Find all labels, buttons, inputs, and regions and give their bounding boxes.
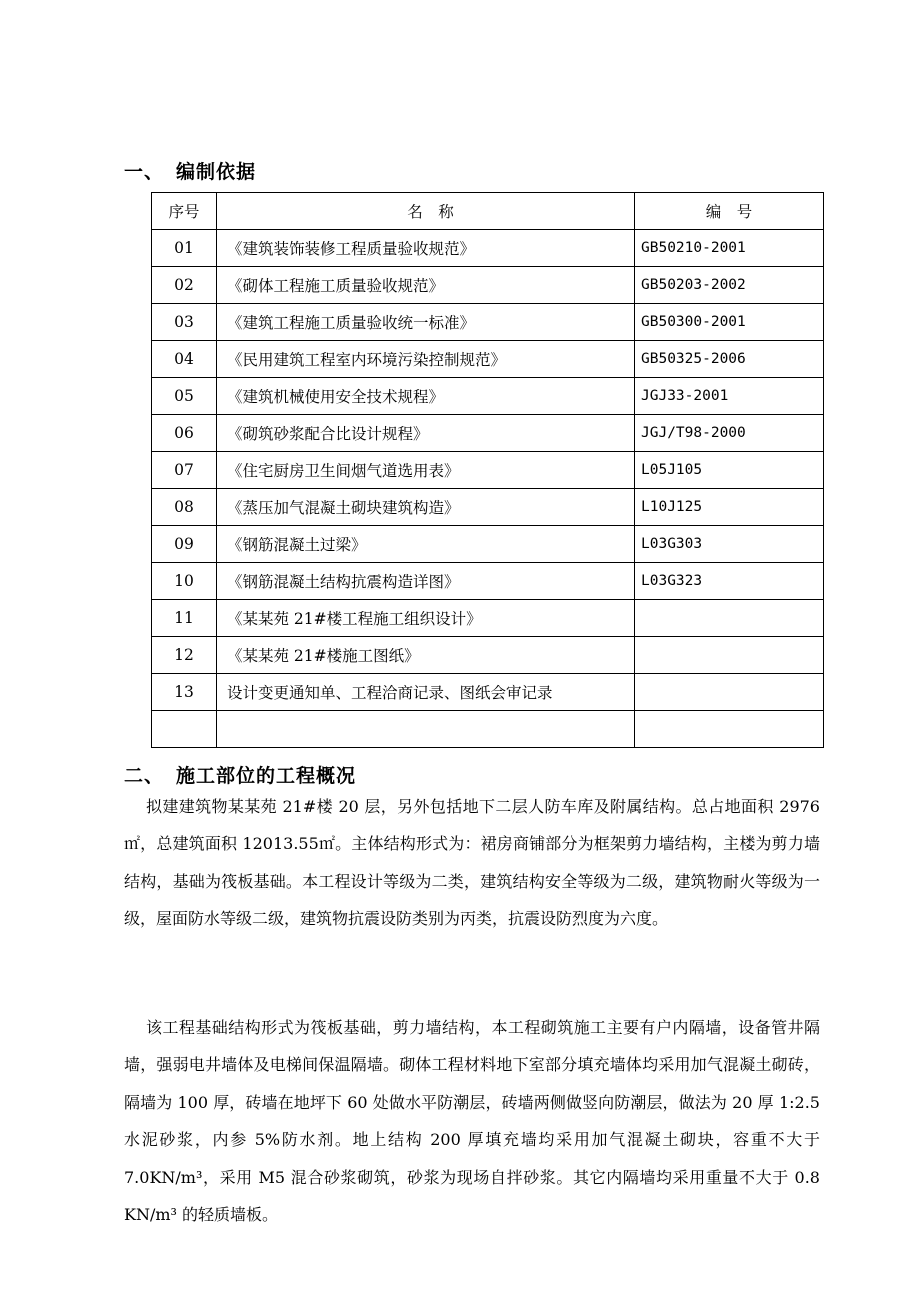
section-2-number: 二、 [124,765,165,787]
row-number-cell [152,711,217,748]
standard-name-cell: 《钢筋混凝土过梁》 [217,526,635,563]
standard-code-cell: L03G303 [635,526,824,563]
standard-code-cell: L05J105 [635,452,824,489]
standard-name-cell: 《某某苑 21#楼工程施工组织设计》 [217,600,635,637]
standard-code-cell: GB50300-2001 [635,304,824,341]
row-number-cell: 11 [152,600,217,637]
table-row [152,378,824,415]
overview-paragraph-2: 该工程基础结构形式为筏板基础，剪力墙结构，本工程砌筑施工主要有户内隔墙，设备管井隔墙，强弱电井墙体及电梯间保温隔墙。砌体工程材料地下室部分填充墙体均采用加气混凝土砌砖，隔墙为 100 厚，砖墙在地坪下 60 处做水平防潮层，砖墙两侧做竖向防潮层，做法为 20 厚 1:2.5 水泥砂浆，内参 5%防水剂。地上结构 200 厚填充墙均采用加气混凝土砌块，容重不大于 7.0KN/m³，采用 M5 混合砂浆砌筑，砂浆为现场自拌砂浆。其它内隔墙均采用重量不大于 0.8 KN/m³ 的轻质墙板。 [124,1018,820,1225]
standard-name-cell [217,711,635,748]
standard-name-cell: 《建筑工程施工质量验收统一标准》 [217,304,635,341]
table-row [152,489,824,526]
row-number-cell: 08 [152,489,217,526]
section-2-heading [124,761,356,788]
overview-paragraph-1: 拟建建筑物某某苑 21#楼 20 层，另外包括地下二层人防车库及附属结构。总占地面积 2976㎡，总建筑面积 12013.55㎡。主体结构形式为：裙房商铺部分为框架剪力墙结构，主楼为剪力墙结构，基础为筏板基础。本工程设计等级为二类，建筑结构安全等级为二级，建筑物耐火等级为一级，屋面防水等级二级，建筑物抗震设防类别为丙类，抗震设防烈度为六度。 [124,797,820,929]
standard-name-cell: 《蒸压加气混凝土砌块建筑构造》 [217,489,635,526]
section-1-number: 一、 [124,161,165,183]
section-2-title: 施工部位的工程概况 [176,765,357,787]
table-row [152,304,824,341]
table-row [152,415,824,452]
row-number-cell: 05 [152,378,217,415]
row-number-cell: 09 [152,526,217,563]
table-row [152,674,824,711]
table-row [152,341,824,378]
standard-code-cell: L03G323 [635,563,824,600]
row-number-cell: 10 [152,563,217,600]
row-number-cell: 07 [152,452,217,489]
standard-code-cell: JGJ/T98-2000 [635,415,824,452]
standard-code-cell: GB50210-2001 [635,230,824,267]
standard-name-cell: 设计变更通知单、工程洽商记录、图纸会审记录 [217,674,635,711]
row-number-cell: 12 [152,637,217,674]
table-row [152,563,824,600]
standard-code-cell [635,674,824,711]
table-row [152,267,824,304]
standard-name-cell: 《建筑机械使用安全技术规程》 [217,378,635,415]
standard-code-cell: JGJ33-2001 [635,378,824,415]
table-row [152,711,824,748]
standard-name-cell: 《钢筋混凝土结构抗震构造详图》 [217,563,635,600]
standard-name-cell: 《住宅厨房卫生间烟气道选用表》 [217,452,635,489]
standard-code-cell: GB50325-2006 [635,341,824,378]
row-number-cell: 03 [152,304,217,341]
table-header-row [152,193,824,230]
section-1-title: 编制依据 [176,161,257,183]
standard-code-cell [635,600,824,637]
table-header-cell: 名 称 [217,193,635,230]
standard-name-cell: 《砌体工程施工质量验收规范》 [217,267,635,304]
standard-code-cell [635,711,824,748]
table-row [152,230,824,267]
row-number-cell: 02 [152,267,217,304]
table-row [152,637,824,674]
row-number-cell: 06 [152,415,217,452]
table-row [152,452,824,489]
standard-name-cell: 《建筑装饰装修工程质量验收规范》 [217,230,635,267]
row-number-cell: 04 [152,341,217,378]
table-header-cell: 编 号 [635,193,824,230]
section-1-heading [124,157,256,184]
reference-standards-table [151,192,824,748]
row-number-cell: 13 [152,674,217,711]
table-header-cell: 序号 [152,193,217,230]
standard-name-cell: 《砌筑砂浆配合比设计规程》 [217,415,635,452]
standard-name-cell: 《民用建筑工程室内环境污染控制规范》 [217,341,635,378]
row-number-cell: 01 [152,230,217,267]
standard-code-cell: L10J125 [635,489,824,526]
standard-code-cell [635,637,824,674]
table-row [152,526,824,563]
standard-code-cell: GB50203-2002 [635,267,824,304]
table-row [152,600,824,637]
standard-name-cell: 《某某苑 21#楼施工图纸》 [217,637,635,674]
